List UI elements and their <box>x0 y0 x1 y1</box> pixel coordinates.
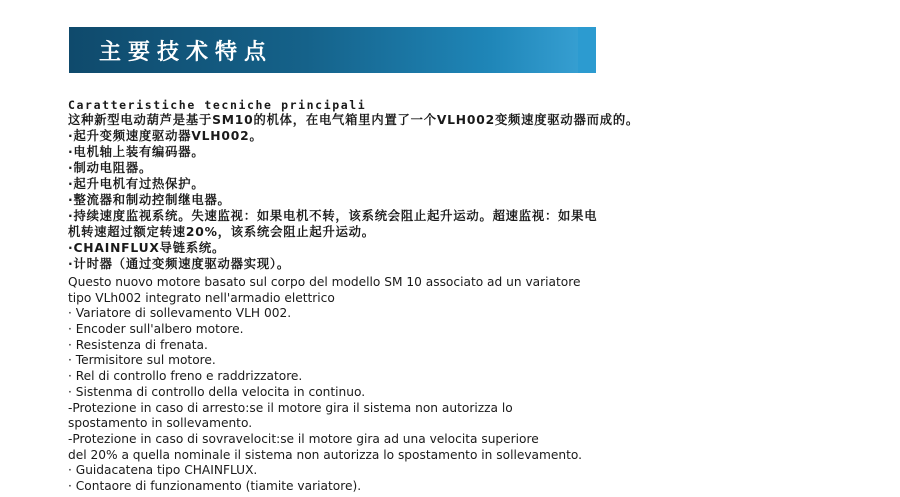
header-band-accent <box>578 27 596 73</box>
zh-line: ·计时器（通过变频速度驱动器实现）。 <box>68 257 290 271</box>
document-body <box>68 98 868 495</box>
it-line: -Protezione in caso di sovravelocit:se il motore gira ad una velocita superiore <box>68 431 539 446</box>
it-line: · Rel di controllo freno e raddrizzatore. <box>68 369 303 384</box>
it-line: · Guidacatena tipo CHAINFLUX. <box>68 463 258 478</box>
zh-line: 机转速超过额定转速20%，该系统会阻止起升运动。 <box>68 225 375 239</box>
it-line: · Termisitore sul motore. <box>68 353 216 368</box>
zh-line: ·持续速度监视系统。失速监视：如果电机不转，该系统会阻止起升运动。超速监视：如果电 <box>68 209 598 223</box>
section-header-band <box>69 27 596 73</box>
it-line: Questo nuovo motore basato sul corpo del modello SM 10 associato ad un variatore <box>68 275 581 289</box>
zh-line: ·CHAINFLUX导链系统。 <box>68 241 226 255</box>
it-line: del 20% a quella nominale il sistema non autorizza lo spostamento in sollevamento. <box>68 447 583 462</box>
it-line: · Resistenza di frenata. <box>68 337 208 352</box>
chinese-feature-list <box>68 112 868 272</box>
zh-line: ·起升变频速度驱动器VLH002。 <box>68 129 263 143</box>
it-line: · Variatore di sollevamento VLH 002. <box>68 306 292 321</box>
zh-line: ·整流器和制动控制继电器。 <box>68 193 231 207</box>
section-title: 主要技术特点 <box>99 40 274 65</box>
zh-line: 这种新型电动葫芦是基于SM10的机体，在电气箱里内置了一个VLH002变频速度驱动器而成的。 <box>68 113 640 127</box>
it-line: · Contaore di funzionamento (tiamite variatore). <box>68 478 362 493</box>
it-line: tipo VLh002 integrato nell'armadio elettrico <box>68 290 335 305</box>
zh-line: ·电机轴上装有编码器。 <box>68 145 205 159</box>
zh-line: ·起升电机有过热保护。 <box>68 177 205 191</box>
it-line: · Encoder sull'albero motore. <box>68 322 244 337</box>
italian-feature-list <box>68 275 868 495</box>
italian-heading: Caratteristiche tecniche principali <box>68 98 367 112</box>
it-line: spostamento in sollevamento. <box>68 416 253 431</box>
it-line: -Protezione in caso di arresto:se il motore gira il sistema non autorizza lo <box>68 400 513 415</box>
zh-line: ·制动电阻器。 <box>68 161 153 175</box>
it-line: · Sistenma di controllo della velocita in continuo. <box>68 384 366 399</box>
